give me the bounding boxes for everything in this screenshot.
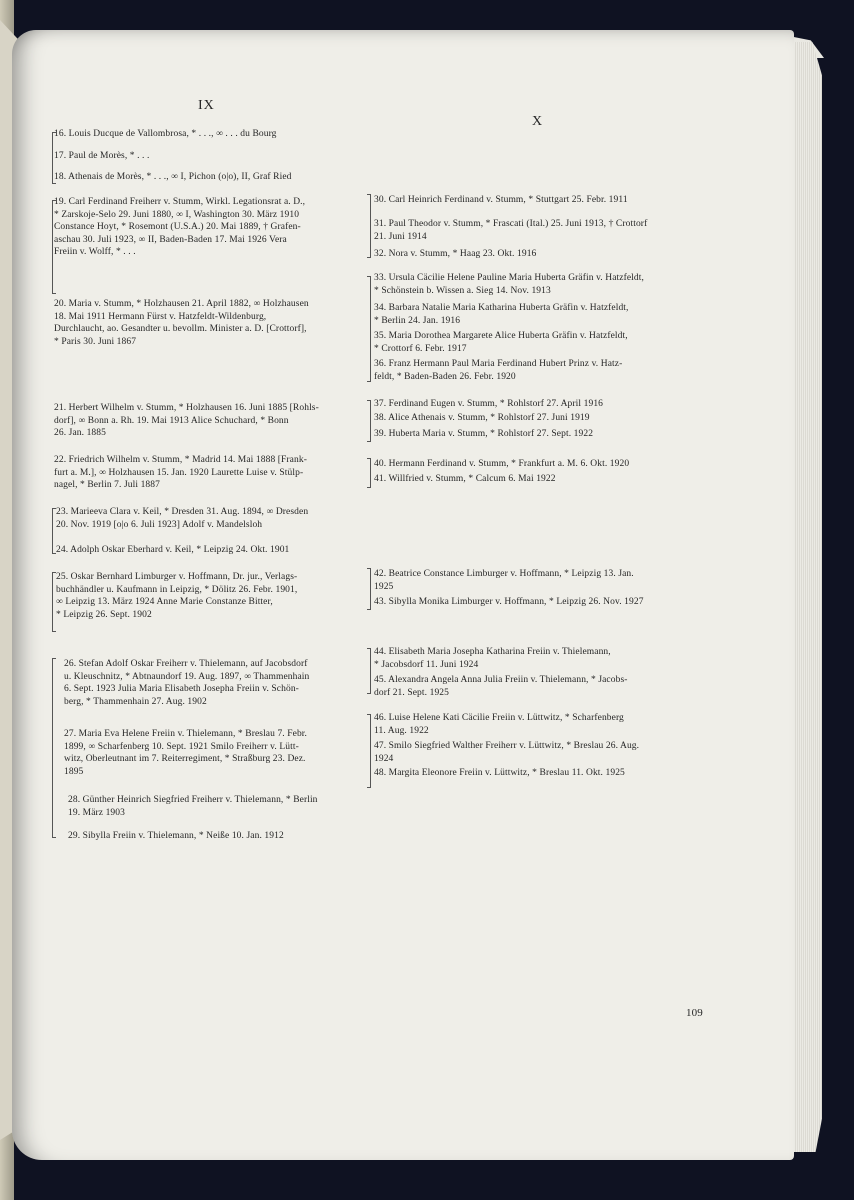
entry-34: 34. Barbara Natalie Maria Katharina Huberta Gräfin v. Hatzfeldt, * Berlin 24. Jan. 1916: [374, 303, 629, 326]
column-heading-ix: IX: [198, 98, 215, 113]
entry-31: 31. Paul Theodor v. Stumm, * Frascati (Ital.) 25. Juni 1913, † Crottorf 21. Juni 1914: [374, 219, 648, 242]
entry-40: 40. Hermann Ferdinand v. Stumm, * Frankfurt a. M. 6. Okt. 1920: [374, 459, 630, 469]
entry-35: 35. Maria Dorothea Margarete Alice Huberta Gräfin v. Hatzfeldt, * Crottorf 6. Febr. 1917: [374, 331, 628, 354]
entry-29: 29. Sibylla Freiin v. Thielemann, * Neiße 10. Jan. 1912: [68, 831, 284, 841]
page-number: 109: [686, 1007, 703, 1019]
entry-21: 21. Herbert Wilhelm v. Stumm, * Holzhausen 16. Juni 1885 [Rohls- dorf], ∞ Bonn a. Rh. 19. Mai 1913 Alice Schuchard, * Bonn 26. Jan. 1885: [54, 403, 319, 438]
entry-33: 33. Ursula Cäcilie Helene Pauline Maria Huberta Gräfin v. Hatzfeldt, * Schönstein b. Wissen a. Sieg 14. Nov. 1913: [374, 273, 644, 296]
entry-37: 37. Ferdinand Eugen v. Stumm, * Rohlstorf 27. April 1916: [374, 399, 604, 409]
entry-44: 44. Elisabeth Maria Josepha Katharina Freiin v. Thielemann, * Jacobsdorf 11. Juni 1924: [374, 647, 611, 670]
entry-36: 36. Franz Hermann Paul Maria Ferdinand Hubert Prinz v. Hatz- feldt, * Baden-Baden 26. Febr. 1920: [374, 359, 623, 382]
entry-48: 48. Margita Eleonore Freiin v. Lüttwitz, * Breslau 11. Okt. 1925: [374, 768, 625, 778]
entry-22: 22. Friedrich Wilhelm v. Stumm, * Madrid 14. Mai 1888 [Frank- furt a. M.], ∞ Holzhausen 15. Jan. 1920 Laurette Luise v. Stülp- nagel, * Berlin 7. Juli 1887: [54, 455, 307, 490]
entry-38: 38. Alice Athenais v. Stumm, * Rohlstorf 27. Juni 1919: [374, 413, 590, 423]
entry-42: 42. Beatrice Constance Limburger v. Hoffmann, * Leipzig 13. Jan. 1925: [374, 569, 634, 592]
entry-43: 43. Sibylla Monika Limburger v. Hoffmann, * Leipzig 26. Nov. 1927: [374, 597, 644, 607]
entry-24: 24. Adolph Oskar Eberhard v. Keil, * Leipzig 24. Okt. 1901: [56, 545, 290, 555]
entry-30: 30. Carl Heinrich Ferdinand v. Stumm, * Stuttgart 25. Febr. 1911: [374, 195, 628, 205]
entry-46: 46. Luise Helene Kati Cäcilie Freiin v. Lüttwitz, * Scharfenberg 11. Aug. 1922: [374, 713, 624, 736]
entry-41: 41. Willfried v. Stumm, * Calcum 6. Mai 1922: [374, 474, 556, 484]
entry-47: 47. Smilo Siegfried Walther Freiherr v. Lüttwitz, * Breslau 26. Aug. 1924: [374, 741, 640, 764]
entry-20: 20. Maria v. Stumm, * Holzhausen 21. April 1882, ∞ Holzhausen 18. Mai 1911 Hermann Fürst v. Hatzfeldt-Wildenburg, Durchlaucht, ao. Gesandter u. bevollm. Minister a. D. [Crottorf], * Paris 30. Juni 1867: [54, 299, 309, 347]
entry-16: 16. Louis Ducque de Vallombrosa, * . . ., ∞ . . . du Bourg: [54, 129, 277, 139]
entry-39: 39. Huberta Maria v. Stumm, * Rohlstorf 27. Sept. 1922: [374, 429, 594, 439]
entry-25: 25. Oskar Bernhard Limburger v. Hoffmann, Dr. jur., Verlags- buchhändler u. Kaufmann in Leipzig, * Dölitz 26. Febr. 1901, ∞ Leipzig 13. März 1924 Anne Marie Constanze Bitter, * Leipzig 26. Sept. 1902: [56, 572, 298, 620]
entry-28: 28. Günther Heinrich Siegfried Freiherr v. Thielemann, * Berlin 19. März 1903: [68, 795, 318, 818]
book-page: [12, 30, 794, 1160]
page-stack-edge: [790, 42, 822, 1152]
entry-19: 19. Carl Ferdinand Freiherr v. Stumm, Wirkl. Legationsrat a. D., * Zarskoje-Selo 29. Juni 1880, ∞ I, Washington 30. März 1910 Constance Hoyt, * Rosemont (U.S.A.) 20. Mai 1889, † Grafen- aschau 30. Juli 1923, ∞ II, Baden-Baden 17. Mai 1926 Vera Freiin v. Wolff, * . . .: [54, 197, 306, 257]
entry-27: 27. Maria Eva Helene Freiin v. Thielemann, * Breslau 7. Febr. 1899, ∞ Scharfenberg 10. Sept. 1921 Smilo Freiherr v. Lütt- witz, Oberleutnant im 7. Reiterregiment, * Straßburg 23. Dez. 1895: [64, 729, 308, 777]
entry-32: 32. Nora v. Stumm, * Haag 23. Okt. 1916: [374, 249, 537, 259]
entry-18: 18. Athenais de Morès, * . . ., ∞ I, Pichon (o|o), II, Graf Ried: [54, 172, 292, 182]
column-heading-x: X: [532, 114, 544, 129]
entry-23: 23. Marieeva Clara v. Keil, * Dresden 31. Aug. 1894, ∞ Dresden 20. Nov. 1919 [o|o 6. Juli 1923] Adolf v. Mandelsloh: [56, 507, 309, 530]
bracket-26-29: [52, 658, 56, 838]
entry-26: 26. Stefan Adolf Oskar Freiherr v. Thielemann, auf Jacobsdorf u. Kleuschnitz, * Abtnaundorf 19. Aug. 1897, ∞ Thammenhain 6. Sept. 1923 Julia Maria Elisabeth Josepha Freiin v. Schön- berg, * Thammenhain 27. Aug. 1902: [64, 659, 310, 707]
entry-17: 17. Paul de Morès, * . . .: [54, 151, 150, 161]
entry-45: 45. Alexandra Angela Anna Julia Freiin v. Thielemann, * Jacobs- dorf 21. Sept. 1925: [374, 675, 628, 698]
